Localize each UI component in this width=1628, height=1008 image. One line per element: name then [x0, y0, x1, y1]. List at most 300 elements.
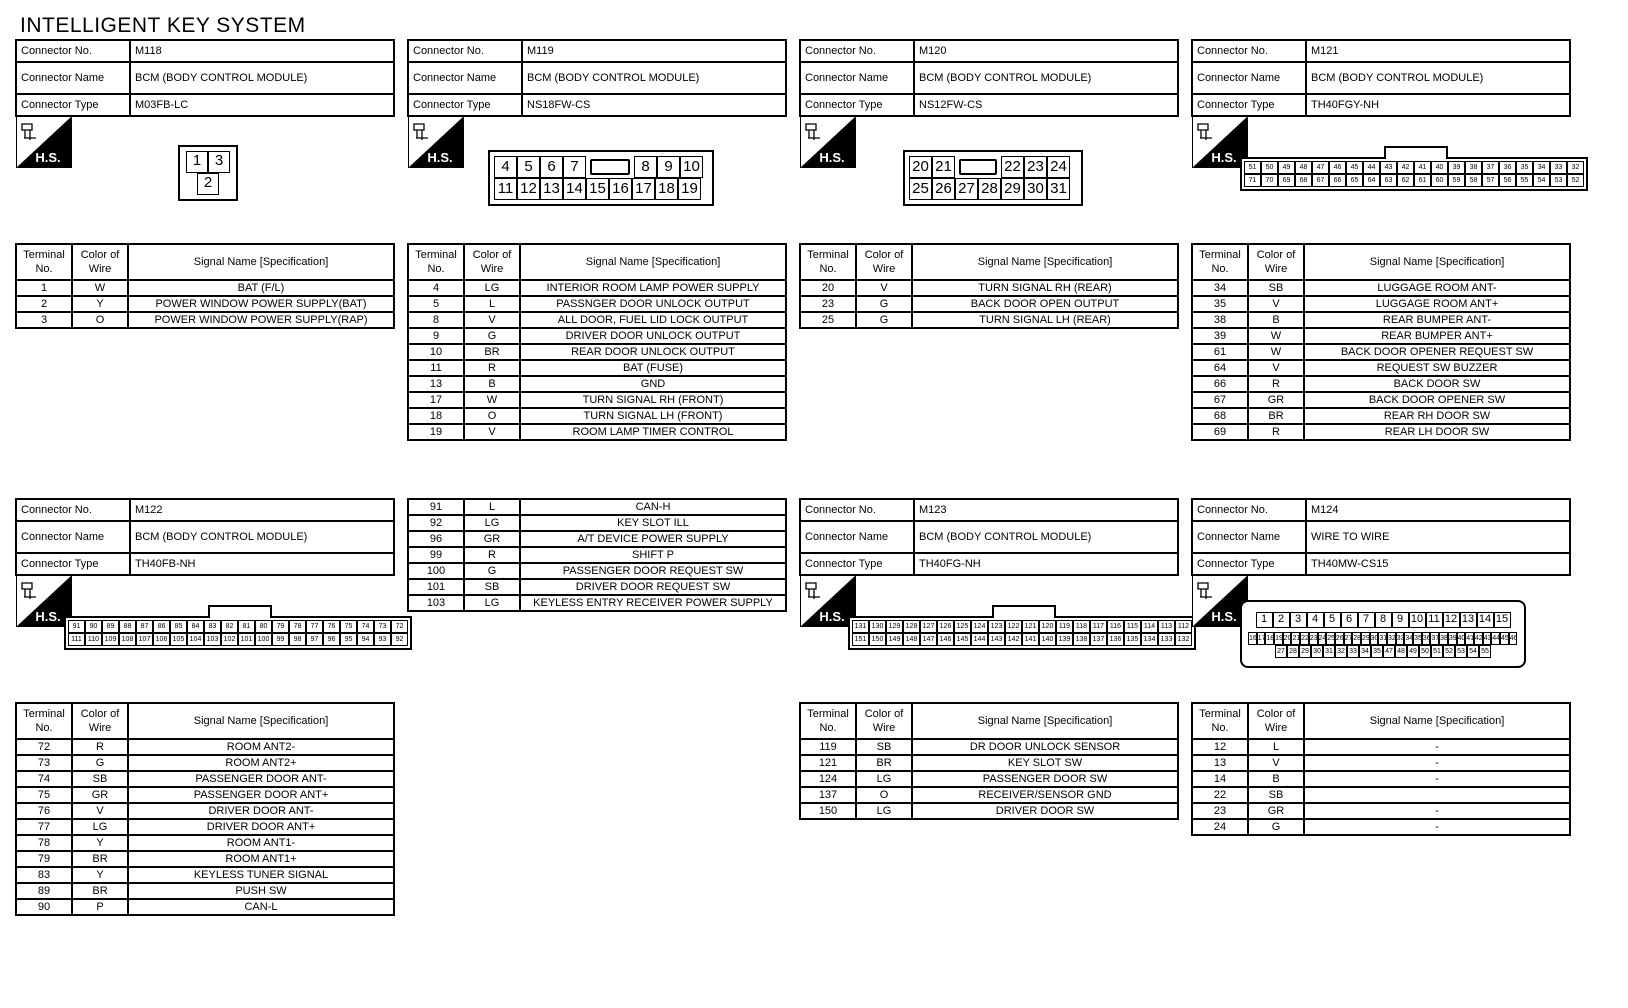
pin: 39	[1448, 632, 1457, 645]
pin: 63	[1380, 174, 1397, 187]
pin: 3	[208, 151, 230, 173]
pin: 96	[323, 633, 340, 646]
table-row	[408, 296, 786, 312]
pin: 18	[1265, 632, 1274, 645]
terminal-no-cell: 150	[800, 803, 856, 819]
signal-name-cell: ALL DOOR, FUEL LID LOCK OUTPUT	[520, 312, 786, 328]
pin: 17	[1257, 632, 1266, 645]
pin: 91	[68, 620, 85, 633]
terminal-no-cell: 99	[408, 547, 464, 563]
pin: 32	[1335, 645, 1347, 658]
table-row	[408, 312, 786, 328]
pin: 148	[903, 633, 920, 646]
signal-name-cell: CAN-H	[520, 499, 786, 515]
table-row	[1192, 739, 1570, 755]
wire-color-cell: SB	[464, 579, 520, 595]
pin: 18	[655, 178, 678, 200]
pin: 26	[932, 178, 955, 200]
terminal-no-cell: 35	[1192, 296, 1248, 312]
pin: 20	[909, 156, 932, 178]
hs-label: H.S.	[35, 609, 61, 624]
pin: 48	[1395, 645, 1407, 658]
wire-color-cell: O	[72, 312, 128, 328]
pin: 47	[1312, 161, 1329, 174]
wire-color-cell: O	[856, 787, 912, 803]
signal-table-m119: Terminal No. Color of Wire Signal Name [Specification] 4 LG INTERIOR ROOM LAMP POWER SUPPLY 5 L PASSNGER DOOR UNLOCK OUTPUT 8 V ALL DOOR, FUEL LID LOCK OUTPUT 9 G DRIVER DOOR UNLOCK OUTPUT 10 BR REAR DOOR UNLOCK OUTPUT 11 R BAT (FUSE) 13 B GND 17 W TURN SIGNAL RH (FRONT) 18 O TURN SIGNAL LH (FRONT) 19 V ROOM LAMP TIMER CONTROL	[407, 243, 787, 441]
pin: 29	[1299, 645, 1311, 658]
pin: 24	[1047, 156, 1070, 178]
wire-color-cell: W	[464, 392, 520, 408]
signal-name-cell: GND	[520, 376, 786, 392]
harness-side-icon	[800, 116, 856, 172]
pin: 41	[1414, 161, 1431, 174]
wire-color-cell: Y	[72, 867, 128, 883]
pin: 29	[1361, 632, 1370, 645]
latch	[590, 159, 630, 175]
connector-m124-header: Connector No. M124 Connector Name WIRE TO WIRE Connector Type TH40MW-CS15	[1191, 498, 1571, 576]
signal-name-cell: -	[1304, 819, 1570, 835]
table-row	[1192, 344, 1570, 360]
pin: 146	[937, 633, 954, 646]
connector-m120-header: Connector No. M120 Connector Name BCM (BODY CONTROL MODULE) Connector Type NS12FW-CS	[799, 39, 1179, 117]
pin: 35	[1413, 632, 1422, 645]
pin: 39	[1448, 161, 1465, 174]
table-row	[16, 296, 394, 312]
pin: 34	[1404, 632, 1413, 645]
wire-color-cell: W	[72, 280, 128, 296]
terminal-no-cell: 8	[408, 312, 464, 328]
pin: 72	[391, 620, 408, 633]
signal-name-cell: ROOM ANT2-	[128, 739, 394, 755]
signal-table-m119-continued	[407, 498, 787, 612]
pin: 40	[1457, 632, 1466, 645]
signal-name-cell: PUSH SW	[128, 883, 394, 899]
pin: 14	[1477, 612, 1494, 628]
pin: 80	[255, 620, 272, 633]
pin: 50	[1419, 645, 1431, 658]
table-row	[1192, 376, 1570, 392]
signal-name-cell: BACK DOOR SW	[1304, 376, 1570, 392]
wire-color-cell: B	[464, 376, 520, 392]
table-row	[16, 867, 394, 883]
table-row	[1192, 328, 1570, 344]
terminal-no-cell: 101	[408, 579, 464, 595]
pin: 43	[1483, 632, 1492, 645]
pin: 115	[1124, 620, 1141, 633]
pin: 87	[136, 620, 153, 633]
terminal-no-cell: 25	[800, 312, 856, 328]
pin: 58	[1465, 174, 1482, 187]
table-row	[1192, 280, 1570, 296]
wire-color-cell: G	[856, 296, 912, 312]
pin: 55	[1479, 645, 1491, 658]
pin: 151	[852, 633, 869, 646]
harness-side-icon	[408, 116, 464, 172]
signal-name-cell: BACK DOOR OPENER REQUEST SW	[1304, 344, 1570, 360]
signal-name-cell: KEY SLOT ILL	[520, 515, 786, 531]
pin: 104	[187, 633, 204, 646]
wire-color-cell: R	[464, 360, 520, 376]
table-row	[408, 563, 786, 579]
signal-table-m123: Terminal No. Color of Wire Signal Name [Specification] 119 SB DR DOOR UNLOCK SENSOR 121 BR KEY SLOT SW 124 LG PASSENGER DOOR SW 137 O RECEIVER/SENSOR GND 150 LG DRIVER DOOR SW	[799, 702, 1179, 820]
pin: 1	[1256, 612, 1273, 628]
pin: 127	[920, 620, 937, 633]
pin: 2	[197, 173, 219, 195]
pin: 90	[85, 620, 102, 633]
table-row	[16, 803, 394, 819]
pin: 4	[1307, 612, 1324, 628]
pin: 61	[1414, 174, 1431, 187]
terminal-no-cell: 91	[408, 499, 464, 515]
terminal-no-cell: 67	[1192, 392, 1248, 408]
pin: 103	[204, 633, 221, 646]
table-row	[800, 312, 1178, 328]
hs-label: H.S.	[35, 150, 61, 165]
pin: 50	[1261, 161, 1278, 174]
table-row	[408, 579, 786, 595]
connector-name-value: BCM (BODY CONTROL MODULE)	[130, 62, 394, 94]
signal-name-cell: PASSENGER DOOR REQUEST SW	[520, 563, 786, 579]
pin: 29	[1001, 178, 1024, 200]
connector-tab	[1384, 146, 1448, 159]
connector-no-value: M118	[130, 40, 394, 62]
signal-name-cell: ROOM ANT1-	[128, 835, 394, 851]
connector-m123-header: Connector No. M123 Connector Name BCM (BODY CONTROL MODULE) Connector Type TH40FG-NH	[799, 498, 1179, 576]
wire-color-cell: SB	[1248, 280, 1304, 296]
pin: 53	[1550, 174, 1567, 187]
pin: 19	[1274, 632, 1283, 645]
hs-label: H.S.	[1211, 150, 1237, 165]
table-row	[1192, 771, 1570, 787]
pin: 60	[1431, 174, 1448, 187]
pin: 118	[1073, 620, 1090, 633]
pin: 1	[186, 151, 208, 173]
terminal-no-cell: 20	[800, 280, 856, 296]
pin: 37	[1482, 161, 1499, 174]
pin: 42	[1397, 161, 1414, 174]
table-row	[408, 408, 786, 424]
wire-color-cell: V	[1248, 296, 1304, 312]
wire-color-cell: L	[464, 499, 520, 515]
terminal-no-cell: 75	[16, 787, 72, 803]
wire-color-cell: V	[1248, 755, 1304, 771]
pin: 11	[1426, 612, 1443, 628]
pin: 97	[306, 633, 323, 646]
terminal-no-cell: 137	[800, 787, 856, 803]
signal-name-cell: KEYLESS ENTRY RECEIVER POWER SUPPLY	[520, 595, 786, 611]
wire-color-cell: G	[464, 563, 520, 579]
terminal-no-cell: 12	[1192, 739, 1248, 755]
pin: 138	[1073, 633, 1090, 646]
wire-color-cell: GR	[464, 531, 520, 547]
pin: 27	[1344, 632, 1353, 645]
pin: 46	[1509, 632, 1518, 645]
pin: 28	[978, 178, 1001, 200]
pin: 30	[1024, 178, 1047, 200]
wire-color-cell: BR	[72, 851, 128, 867]
pin: 83	[204, 620, 221, 633]
pin: 53	[1455, 645, 1467, 658]
table-row	[16, 280, 394, 296]
wire-color-cell: R	[464, 547, 520, 563]
signal-name-cell: POWER WINDOW POWER SUPPLY(RAP)	[128, 312, 394, 328]
signal-name-cell: REAR RH DOOR SW	[1304, 408, 1570, 424]
table-row	[16, 312, 394, 328]
wire-color-cell: G	[464, 328, 520, 344]
pin: 20	[1283, 632, 1292, 645]
wire-color-cell: BR	[72, 883, 128, 899]
table-row	[1192, 392, 1570, 408]
signal-table-m120: Terminal No. Color of Wire Signal Name [Specification] 20 V TURN SIGNAL RH (REAR) 23 G BACK DOOR OPEN OUTPUT 25 G TURN SIGNAL LH (REAR)	[799, 243, 1179, 329]
connector-m122-face	[64, 616, 412, 650]
signal-name-cell: DRIVER DOOR UNLOCK OUTPUT	[520, 328, 786, 344]
pin: 147	[920, 633, 937, 646]
connector-m121-header: Connector No. M121 Connector Name BCM (BODY CONTROL MODULE) Connector Type TH40FGY-NH	[1191, 39, 1571, 117]
signal-name-cell: DRIVER DOOR REQUEST SW	[520, 579, 786, 595]
pin: 14	[563, 178, 586, 200]
connector-m121-face	[1240, 157, 1588, 191]
table-row	[408, 424, 786, 440]
pin: 6	[540, 156, 563, 178]
signal-name-cell: BAT (F/L)	[128, 280, 394, 296]
pin: 22	[1300, 632, 1309, 645]
signal-name-cell: KEY SLOT SW	[912, 755, 1178, 771]
pin: 106	[153, 633, 170, 646]
pin: 3	[1290, 612, 1307, 628]
pin: 49	[1407, 645, 1419, 658]
wire-color-cell: LG	[464, 515, 520, 531]
signal-name-cell: PASSENGER DOOR ANT+	[128, 787, 394, 803]
pin: 27	[955, 178, 978, 200]
signal-name-cell: REAR LH DOOR SW	[1304, 424, 1570, 440]
signal-name-cell: DRIVER DOOR ANT-	[128, 803, 394, 819]
hs-label: H.S.	[819, 609, 845, 624]
pin: 27	[1275, 645, 1287, 658]
pin: 102	[221, 633, 238, 646]
signal-name-cell: DR DOOR UNLOCK SENSOR	[912, 739, 1178, 755]
pin: 123	[988, 620, 1005, 633]
signal-table-m122: Terminal No. Color of Wire Signal Name [Specification] 72 R ROOM ANT2- 73 G ROOM ANT2+ 74 SB PASSENGER DOOR ANT- 75 GR PASSENGER DOOR ANT+ 76 V DRIVER DOOR ANT- 77 LG DRIVER DOOR ANT+ 78 Y ROOM ANT1- 79 BR ROOM ANT1+ 83 Y KEYLESS TUNER SIGNAL 89 BR PUSH SW 90 P CAN-L	[15, 702, 395, 916]
latch	[959, 159, 997, 175]
terminal-no-cell: 64	[1192, 360, 1248, 376]
terminal-no-cell: 34	[1192, 280, 1248, 296]
pin: 88	[119, 620, 136, 633]
terminal-no-cell: 9	[408, 328, 464, 344]
pin: 52	[1443, 645, 1455, 658]
pin: 135	[1124, 633, 1141, 646]
pin: 69	[1278, 174, 1295, 187]
wire-color-cell: V	[72, 803, 128, 819]
pin: 33	[1396, 632, 1405, 645]
table-row	[16, 787, 394, 803]
pin: 22	[1001, 156, 1024, 178]
terminal-no-cell: 90	[16, 899, 72, 915]
page-title: INTELLIGENT KEY SYSTEM	[20, 14, 306, 37]
pin: 82	[221, 620, 238, 633]
terminal-no-cell: 92	[408, 515, 464, 531]
pin: 44	[1363, 161, 1380, 174]
table-row	[16, 755, 394, 771]
pin: 37	[1430, 632, 1439, 645]
wire-color-cell: W	[1248, 344, 1304, 360]
pin: 54	[1467, 645, 1479, 658]
connector-m124-face	[1240, 600, 1526, 668]
pin: 21	[1291, 632, 1300, 645]
table-row	[800, 280, 1178, 296]
pin: 137	[1090, 633, 1107, 646]
pin: 145	[954, 633, 971, 646]
pin: 5	[1324, 612, 1341, 628]
wire-color-cell: V	[856, 280, 912, 296]
table-row	[800, 803, 1178, 819]
connector-m118-face	[178, 145, 238, 201]
signal-table-m118: Terminal No. Color of Wire Signal Name [Specification] 1 W BAT (F/L) 2 Y POWER WINDOW POWER SUPPLY(BAT) 3 O POWER WINDOW POWER SUPPLY(RAP)	[15, 243, 395, 329]
pin: 116	[1107, 620, 1124, 633]
pin: 65	[1346, 174, 1363, 187]
pin: 7	[563, 156, 586, 178]
signal-name-cell: PASSENGER DOOR SW	[912, 771, 1178, 787]
pin: 16	[609, 178, 632, 200]
terminal-no-cell: 23	[1192, 803, 1248, 819]
pin: 86	[153, 620, 170, 633]
terminal-no-cell: 24	[1192, 819, 1248, 835]
pin: 124	[971, 620, 988, 633]
pin: 101	[238, 633, 255, 646]
terminal-no-cell: 69	[1192, 424, 1248, 440]
signal-name-cell: TURN SIGNAL LH (REAR)	[912, 312, 1178, 328]
terminal-no-cell: 13	[1192, 755, 1248, 771]
signal-table-m121: Terminal No. Color of Wire Signal Name [Specification] 34 SB LUGGAGE ROOM ANT- 35 V LUGGAGE ROOM ANT+ 38 B REAR BUMPER ANT- 39 W REAR BUMPER ANT+ 61 W BACK DOOR OPENER REQUEST SW 64 V REQUEST SW BUZZER 66 R BACK DOOR SW 67 GR BACK DOOR OPENER SW 68 BR REAR RH DOOR SW 69 R REAR LH DOOR SW	[1191, 243, 1571, 441]
pin: 38	[1439, 632, 1448, 645]
pin: 111	[68, 633, 85, 646]
table-row	[1192, 424, 1570, 440]
terminal-no-cell: 76	[16, 803, 72, 819]
table-row	[408, 280, 786, 296]
signal-name-cell: KEYLESS TUNER SIGNAL	[128, 867, 394, 883]
terminal-no-cell: 23	[800, 296, 856, 312]
pin: 12	[517, 178, 540, 200]
pin: 130	[869, 620, 886, 633]
pin: 73	[374, 620, 391, 633]
signal-name-cell: INTERIOR ROOM LAMP POWER SUPPLY	[520, 280, 786, 296]
pin: 77	[306, 620, 323, 633]
terminal-no-cell: 18	[408, 408, 464, 424]
table-row	[1192, 803, 1570, 819]
pin: 84	[187, 620, 204, 633]
wire-color-cell: B	[1248, 771, 1304, 787]
signal-name-cell: BACK DOOR OPENER SW	[1304, 392, 1570, 408]
pin: 38	[1465, 161, 1482, 174]
signal-name-cell: RECEIVER/SENSOR GND	[912, 787, 1178, 803]
pin: 51	[1431, 645, 1443, 658]
terminal-no-cell: 121	[800, 755, 856, 771]
table-row	[408, 531, 786, 547]
table-row	[408, 376, 786, 392]
wire-color-cell: LG	[856, 803, 912, 819]
pin: 25	[1326, 632, 1335, 645]
wire-color-cell: L	[464, 296, 520, 312]
wire-color-cell: Y	[72, 835, 128, 851]
signal-table-m124: Terminal No. Color of Wire Signal Name [Specification] 12 L - 13 V - 14 B - 22 SB 23 GR - 24 G -	[1191, 702, 1571, 836]
wire-color-cell: G	[856, 312, 912, 328]
pin: 15	[1494, 612, 1511, 628]
table-row	[16, 771, 394, 787]
signal-name-cell: REAR BUMPER ANT+	[1304, 328, 1570, 344]
pin: 94	[357, 633, 374, 646]
harness-side-icon	[16, 116, 72, 172]
pin: 74	[357, 620, 374, 633]
pin: 10	[680, 156, 703, 178]
wire-color-cell: BR	[464, 344, 520, 360]
pin: 139	[1056, 633, 1073, 646]
terminal-no-cell: 119	[800, 739, 856, 755]
terminal-no-cell: 22	[1192, 787, 1248, 803]
wire-color-cell: W	[1248, 328, 1304, 344]
pin: 13	[540, 178, 563, 200]
pin: 49	[1278, 161, 1295, 174]
terminal-no-cell: 72	[16, 739, 72, 755]
pin: 140	[1039, 633, 1056, 646]
table-row	[1192, 296, 1570, 312]
pin: 67	[1312, 174, 1329, 187]
table-row	[408, 595, 786, 611]
terminal-no-cell: 66	[1192, 376, 1248, 392]
pin: 95	[340, 633, 357, 646]
wire-color-cell: G	[1248, 819, 1304, 835]
signal-name-cell: REQUEST SW BUZZER	[1304, 360, 1570, 376]
table-row	[16, 899, 394, 915]
terminal-no-cell: 79	[16, 851, 72, 867]
wire-color-cell: V	[464, 312, 520, 328]
pin: 100	[255, 633, 272, 646]
pin: 105	[170, 633, 187, 646]
wire-color-cell: P	[72, 899, 128, 915]
hs-label: H.S.	[819, 150, 845, 165]
terminal-no-cell: 2	[16, 296, 72, 312]
wire-color-cell: R	[1248, 424, 1304, 440]
connector-tab	[992, 605, 1056, 618]
table-row	[408, 547, 786, 563]
table-row	[800, 771, 1178, 787]
terminal-no-cell: 10	[408, 344, 464, 360]
wire-color-cell: O	[464, 408, 520, 424]
terminal-no-cell: 103	[408, 595, 464, 611]
pin: 66	[1329, 174, 1346, 187]
pin: 36	[1422, 632, 1431, 645]
signal-name-cell: DRIVER DOOR SW	[912, 803, 1178, 819]
pin: 56	[1499, 174, 1516, 187]
pin: 19	[678, 178, 701, 200]
signal-name-cell: CAN-L	[128, 899, 394, 915]
wire-color-cell: Y	[72, 296, 128, 312]
signal-name-cell: BACK DOOR OPEN OUTPUT	[912, 296, 1178, 312]
pin: 57	[1482, 174, 1499, 187]
pin: 34	[1359, 645, 1371, 658]
pin: 117	[1090, 620, 1107, 633]
signal-name-cell	[1304, 787, 1570, 803]
pin: 28	[1352, 632, 1361, 645]
pin: 25	[909, 178, 932, 200]
connector-m119-face	[488, 150, 714, 206]
pin: 15	[586, 178, 609, 200]
pin: 35	[1516, 161, 1533, 174]
pin: 30	[1311, 645, 1323, 658]
pin: 114	[1141, 620, 1158, 633]
table-row	[1192, 360, 1570, 376]
terminal-no-cell: 4	[408, 280, 464, 296]
terminal-no-cell: 19	[408, 424, 464, 440]
terminal-no-cell: 1	[16, 280, 72, 296]
